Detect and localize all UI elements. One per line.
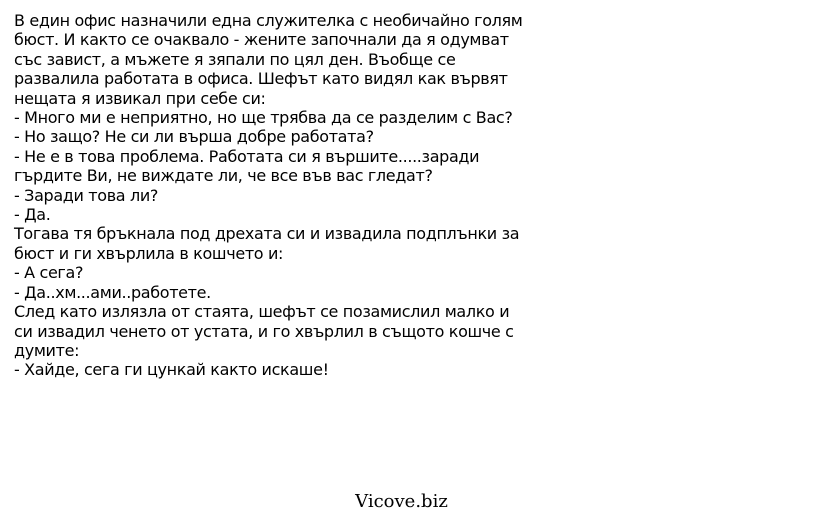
text-line: - Много ми е неприятно, но ще трябва да се разделим с Вас? [14,108,513,128]
text-line: със завист, а мъжете я зяпали по цял ден. Въобще се [14,49,456,69]
text-line: - Но защо? Не си ли върша добре работата? [14,127,374,147]
text-line: - Да. [14,205,51,225]
text-line: бюст и ги хвърлила в кошчето и: [14,243,284,263]
text-line: - Не е в това проблема. Работата си я вършите.....заради [14,146,480,166]
text-line: бюст. И както се очаквало - жените започнали да я одумват [14,30,509,50]
text-line: си извадил ченето от устата, и го хвърлил в същото кошче с [14,321,514,341]
text-line: - Да..хм...ами..работете. [14,282,211,302]
joke-text [14,11,604,380]
text-line: - Хайде, сега ги цункай както искаше! [14,360,329,380]
text-line: - А сега? [14,263,84,283]
text-line: нещата я извикал при себе си: [14,88,266,108]
text-line: гърдите Ви, не виждате ли, че все във вас гледат? [14,166,433,186]
text-line: В един офис назначили една служителка с необичайно голям [14,11,523,30]
text-line: След като излязла от стаята, шефът се позамислил малко и [14,302,510,322]
text-line: думите: [14,340,80,360]
site-watermark: Vicove.biz [355,491,448,512]
text-line: Тогава тя бръкнала под дрехата си и извадила подплънки за [14,224,520,244]
text-line: развалила работата в офиса. Шефът като видял как вървят [14,69,508,89]
text-line: - Заради това ли? [14,185,159,205]
